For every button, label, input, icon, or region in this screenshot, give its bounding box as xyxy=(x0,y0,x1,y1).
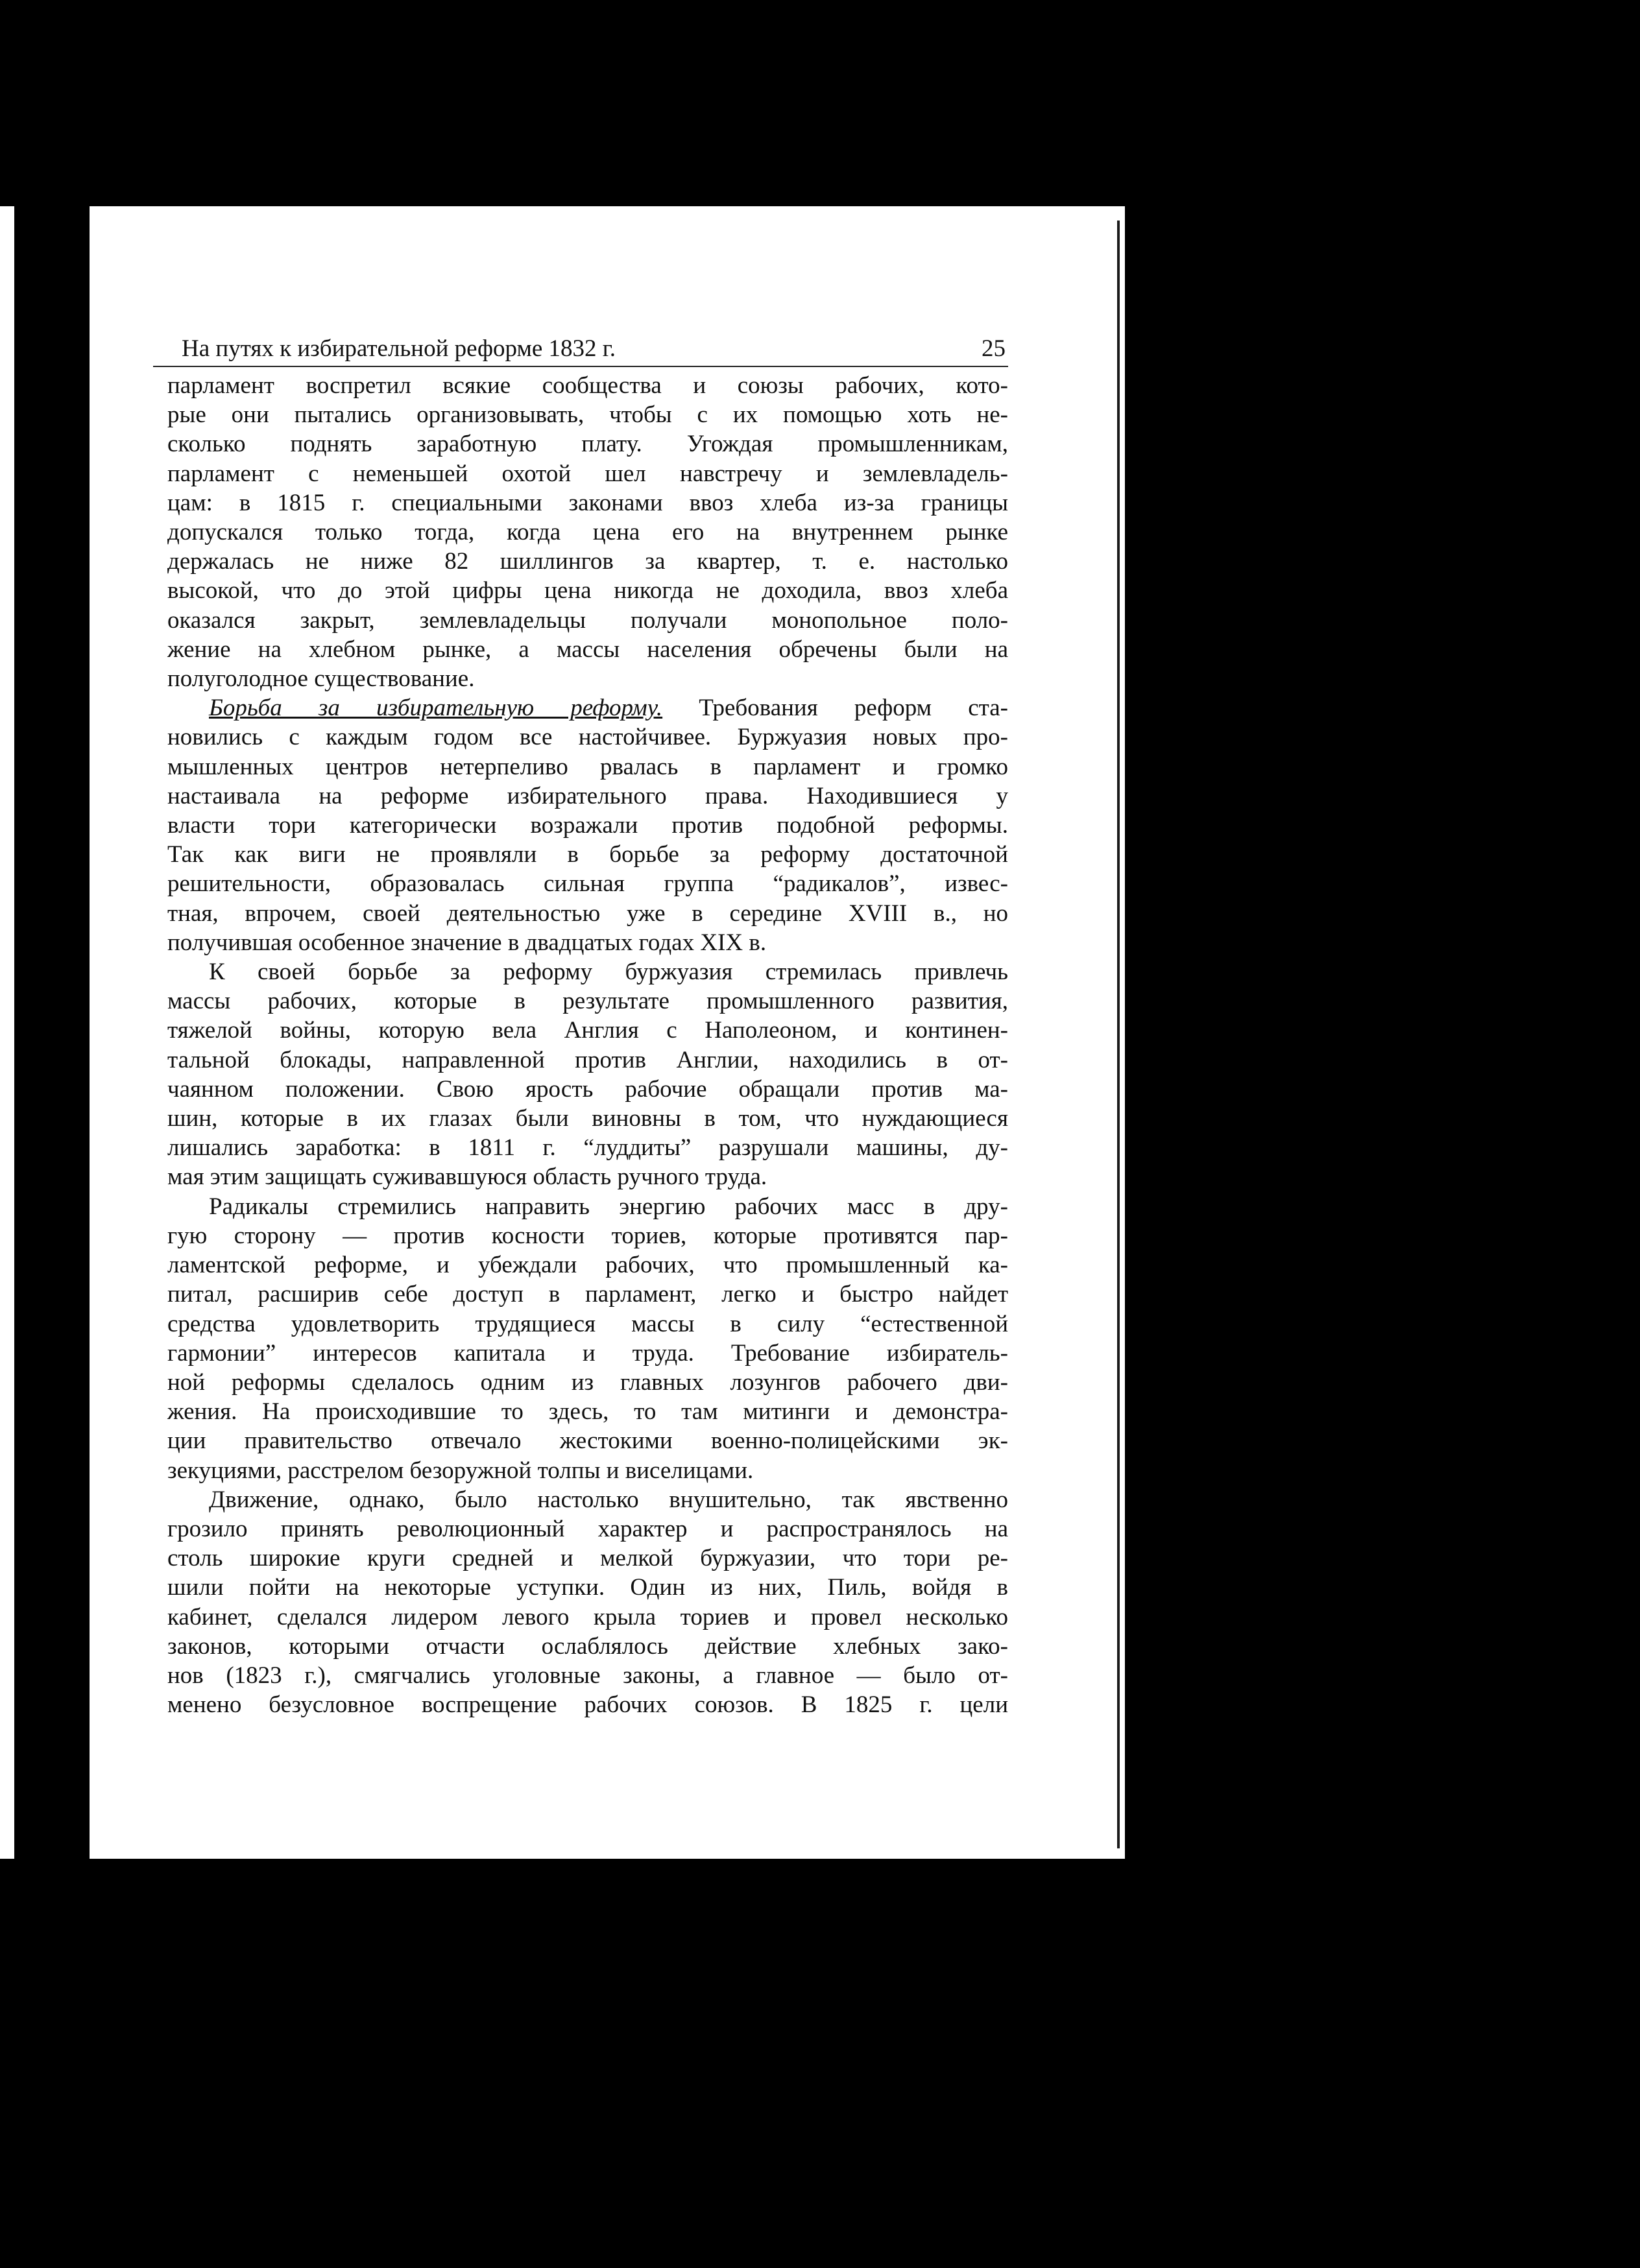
running-head xyxy=(153,332,1008,367)
text-line xyxy=(153,1075,1008,1104)
line-text: новились с каждым годом все настойчивее. Буржуазия новых про- xyxy=(167,724,1008,751)
text-line xyxy=(153,459,1008,488)
line-text: питал, расширив себе доступ в парламент, легко и быстро найдет xyxy=(167,1281,1008,1308)
text-line xyxy=(153,782,1008,811)
text-line xyxy=(153,1309,1008,1339)
line-text: законов, которыми отчасти ослаблялось действие хлебных зако- xyxy=(167,1632,1008,1660)
line-text: Движение, однако, было настолько внушительно, так явственно xyxy=(209,1486,1008,1513)
text-line xyxy=(153,1016,1008,1045)
line-text: шили пойти на некоторые уступки. Один из них, Пиль, войдя в xyxy=(167,1574,1008,1601)
text-line xyxy=(153,606,1008,635)
line-text: лишались заработка: в 1811 г. “луддиты” разрушали машины, ду- xyxy=(167,1134,1008,1162)
text-line xyxy=(153,1339,1008,1368)
text-line xyxy=(153,1280,1008,1309)
text-line xyxy=(153,1368,1008,1397)
text-line xyxy=(153,547,1008,576)
line-text: средства удовлетворить трудящиеся массы в силу “естественной xyxy=(167,1310,1008,1337)
body-text xyxy=(153,371,1008,1719)
text-line xyxy=(153,899,1008,928)
text-line xyxy=(153,1661,1008,1690)
line-text: мая этим защищать суживавшуюся область ручного труда. xyxy=(167,1164,767,1191)
line-text: ции правительство отвечало жестокими военно-полицейскими эк- xyxy=(167,1427,1008,1455)
text-line xyxy=(153,1573,1008,1602)
page-binding-edge xyxy=(1117,221,1120,1848)
line-text: Радикалы стремились направить энергию рабочих масс в дру- xyxy=(209,1193,1008,1220)
text-line xyxy=(153,1632,1008,1661)
text-line xyxy=(153,811,1008,840)
page-number: 25 xyxy=(982,335,1006,362)
line-text: высокой, что до этой цифры цена никогда не доходила, ввоз хлеба xyxy=(167,577,1008,604)
line-text: нов (1823 г.), смягчались уголовные законы, а главное — было от- xyxy=(167,1662,1008,1689)
line-text: полуголодное существование. xyxy=(167,665,475,693)
text-line xyxy=(153,1485,1008,1514)
line-text: жение на хлебном рынке, а массы населения обречены были на xyxy=(167,636,1008,663)
text-line xyxy=(153,1690,1008,1719)
text-line xyxy=(153,488,1008,518)
line-text: шин, которые в их глазах были виновны в том, что нуждающиеся xyxy=(167,1105,1008,1132)
text-line xyxy=(153,1426,1008,1455)
text-line xyxy=(153,1162,1008,1191)
text-line xyxy=(153,928,1008,957)
line-text: зекуциями, расстрелом безоружной толпы и виселицами. xyxy=(167,1457,754,1484)
text-line xyxy=(153,576,1008,605)
text-line xyxy=(153,722,1008,752)
line-text: решительности, образовалась сильная группа “радикалов”, извес- xyxy=(167,870,1008,898)
text-line xyxy=(153,1250,1008,1280)
line-text: ной реформы сделалось одним из главных лозунгов рабочего дви- xyxy=(167,1368,1008,1396)
line-text: К своей борьбе за реформу буржуазия стремилась привлечь xyxy=(209,959,1008,986)
text-line xyxy=(153,1514,1008,1544)
text-line xyxy=(153,957,1008,986)
line-text: грозило принять революционный характер и распространялось на xyxy=(167,1515,1008,1542)
text-line xyxy=(153,1603,1008,1632)
running-head-title: На путях к избирательной реформе 1832 г. xyxy=(182,335,616,362)
line-text: оказался закрыт, землевладельцы получали монопольное поло- xyxy=(167,606,1008,634)
text-line xyxy=(153,1456,1008,1485)
text-line xyxy=(153,1192,1008,1221)
line-text: тная, впрочем, своей деятельностью уже в середине XVIII в., но xyxy=(167,900,1008,927)
text-line xyxy=(153,1544,1008,1573)
text-line xyxy=(153,869,1008,898)
line-text: тальной блокады, направленной против Англии, находились в от- xyxy=(167,1046,1008,1073)
text-line xyxy=(153,752,1008,782)
text-line xyxy=(153,1133,1008,1162)
line-text: чаянном положении. Свою ярость рабочие обращали против ма- xyxy=(167,1075,1008,1103)
line-text: тяжелой войны, которую вела Англия с Наполеоном, и континен- xyxy=(167,1017,1008,1044)
text-line xyxy=(153,635,1008,664)
line-text: Так как виги не проявляли в борьбе за реформу достаточной xyxy=(167,841,1008,868)
text-line xyxy=(153,1045,1008,1075)
line-text: кабинет, сделался лидером левого крыла ториев и провел несколько xyxy=(167,1603,1008,1630)
text-line xyxy=(153,400,1008,429)
line-text: получившая особенное значение в двадцатых годах XIX в. xyxy=(167,929,767,956)
line-text: допускался только тогда, когда цена его на внутреннем рынке xyxy=(167,519,1008,546)
line-text: сколько поднять заработную плату. Угождая промышленникам, xyxy=(167,431,1008,458)
text-line xyxy=(153,1397,1008,1426)
text-line xyxy=(153,693,1008,722)
text-line xyxy=(153,986,1008,1016)
text-line xyxy=(153,1104,1008,1133)
section-subheading: Борьба за избирательную реформу. xyxy=(209,695,663,722)
text-line xyxy=(153,1221,1008,1250)
line-text: держалась не ниже 82 шиллингов за квартер, т. е. настолько xyxy=(167,548,1008,575)
line-text: гармонии” интересов капитала и труда. Требование избиратель- xyxy=(167,1339,1008,1367)
line-text: ламентской реформе, и убеждали рабочих, что промышленный ка- xyxy=(167,1252,1008,1279)
text-line xyxy=(153,664,1008,693)
line-text: жения. На происходившие то здесь, то там митинги и демонстра- xyxy=(167,1398,1008,1426)
line-text: парламент с неменьшей охотой шел навстречу и землевладель- xyxy=(167,460,1008,487)
text-block xyxy=(153,332,1008,1719)
line-text: настаивала на реформе избирательного права. Находившиеся у xyxy=(167,782,1008,809)
adjacent-page-edge xyxy=(0,206,14,1859)
line-text: гую сторону — против косности ториев, которые противятся пар- xyxy=(167,1222,1008,1249)
line-text: власти тори категорически возражали против подобной реформы. xyxy=(167,812,1008,839)
line-text: рые они пытались организовывать, чтобы с их помощью хоть не- xyxy=(167,401,1008,429)
line-text: Требования реформ ста- xyxy=(699,695,1008,722)
line-text: менено безусловное воспрещение рабочих союзов. В 1825 г. цели xyxy=(167,1691,1008,1719)
line-text: цам: в 1815 г. специальными законами ввоз хлеба из-за границы xyxy=(167,489,1008,516)
text-line xyxy=(153,518,1008,547)
text-line xyxy=(153,371,1008,400)
line-text: массы рабочих, которые в результате промышленного развития, xyxy=(167,988,1008,1015)
line-text: парламент воспретил всякие сообщества и союзы рабочих, кото- xyxy=(167,372,1008,399)
text-line xyxy=(153,840,1008,869)
line-text: столь широкие круги средней и мелкой буржуазии, что тори ре- xyxy=(167,1545,1008,1572)
text-line xyxy=(153,429,1008,459)
line-text: мышленных центров нетерпеливо рвалась в парламент и громко xyxy=(167,753,1008,780)
